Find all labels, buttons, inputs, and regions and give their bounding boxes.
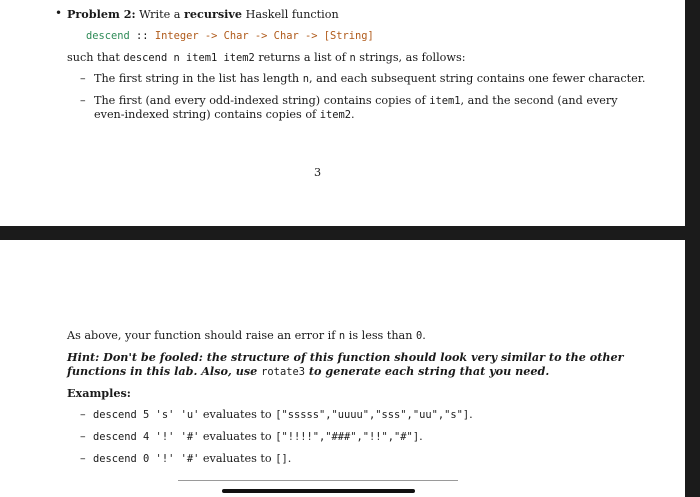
type-signature [86,30,374,42]
right-edge-strip [685,0,700,497]
example-dash: – [80,452,86,465]
hint-code: rotate3 [261,366,305,378]
such-that-line [67,51,466,64]
such-after: strings, as follows: [355,51,466,64]
example-call: descend 5 's' 'u' [93,409,200,421]
intro-after: Haskell function [242,8,339,21]
bullet-dot: • [55,6,63,20]
example-dash: – [80,408,86,421]
hint-before: functions in this lab. Also, use [67,364,262,378]
rule-2-line-2 [94,108,355,121]
hint-after: to generate each string that you need. [304,364,550,378]
dash-2: – [80,94,86,107]
problem-label: Problem 2: [67,7,136,21]
error-mid: is less than [345,329,416,342]
rule-2-item1: item1 [429,95,461,107]
intro-text: Write a [139,8,184,21]
error-n: n [338,330,346,342]
example-item [93,452,291,465]
rule-2-l2-after: . [351,108,355,121]
page-number: 3 [314,166,322,179]
example-dash: – [80,430,86,443]
example-call: descend 0 '!' '#' [93,453,200,465]
intro-bold: recursive [184,7,243,21]
page-divider [0,226,700,240]
rule-2-line-1 [94,94,618,107]
example-result: [] [275,453,288,465]
example-result: ["!!!!","###","!!","#"] [275,431,420,443]
rule-1 [94,72,645,85]
examples-title: Examples: [67,386,131,400]
such-n: n [349,52,356,64]
sig-sep: :: [129,30,155,42]
error-after: . [422,329,426,342]
error-zero: 0 [416,330,423,342]
example-result: ["sssss","uuuu","sss","uu","s"] [275,409,470,421]
problem-heading [67,7,339,21]
such-code: descend n item1 item2 [123,52,255,64]
hint-line-2 [67,364,549,378]
error-note [67,329,426,342]
example-call: descend 4 '!' '#' [93,431,200,443]
dash-1: – [80,72,86,85]
rule-1-n: n [302,73,309,85]
example-item [93,430,423,443]
rule-2-item2: item2 [319,109,352,121]
home-indicator-bar[interactable] [222,489,415,493]
example-end: . [419,430,423,443]
example-mid: evaluates to [199,408,276,421]
rule-2-after: , and the second (and every [460,94,618,107]
rule-2-l2-before: even-indexed string) contains copies of [94,108,320,121]
example-end: . [469,408,473,421]
such-mid: returns a list of [254,51,350,64]
such-before: such that [67,51,124,64]
example-end: . [287,452,292,465]
sig-name: descend [86,30,130,42]
sig-return: [String] [323,30,374,42]
example-item [93,408,473,421]
rule-1-before: The first string in the list has length [94,72,303,85]
example-mid: evaluates to [199,430,276,443]
hint-line-1: Hint: Don't be fooled: the structure of this function should look very similar to the other [67,350,624,364]
rule-1-after: , and each subsequent string contains one fewer character. [308,72,646,85]
sig-types: Integer -> Char -> Char -> [154,30,318,42]
error-before: As above, your function should raise an error if [67,329,339,342]
scroll-indicator-line [178,480,458,481]
example-mid: evaluates to [199,452,276,465]
rule-2-before: The first (and every odd-indexed string) contains copies of [94,94,430,107]
